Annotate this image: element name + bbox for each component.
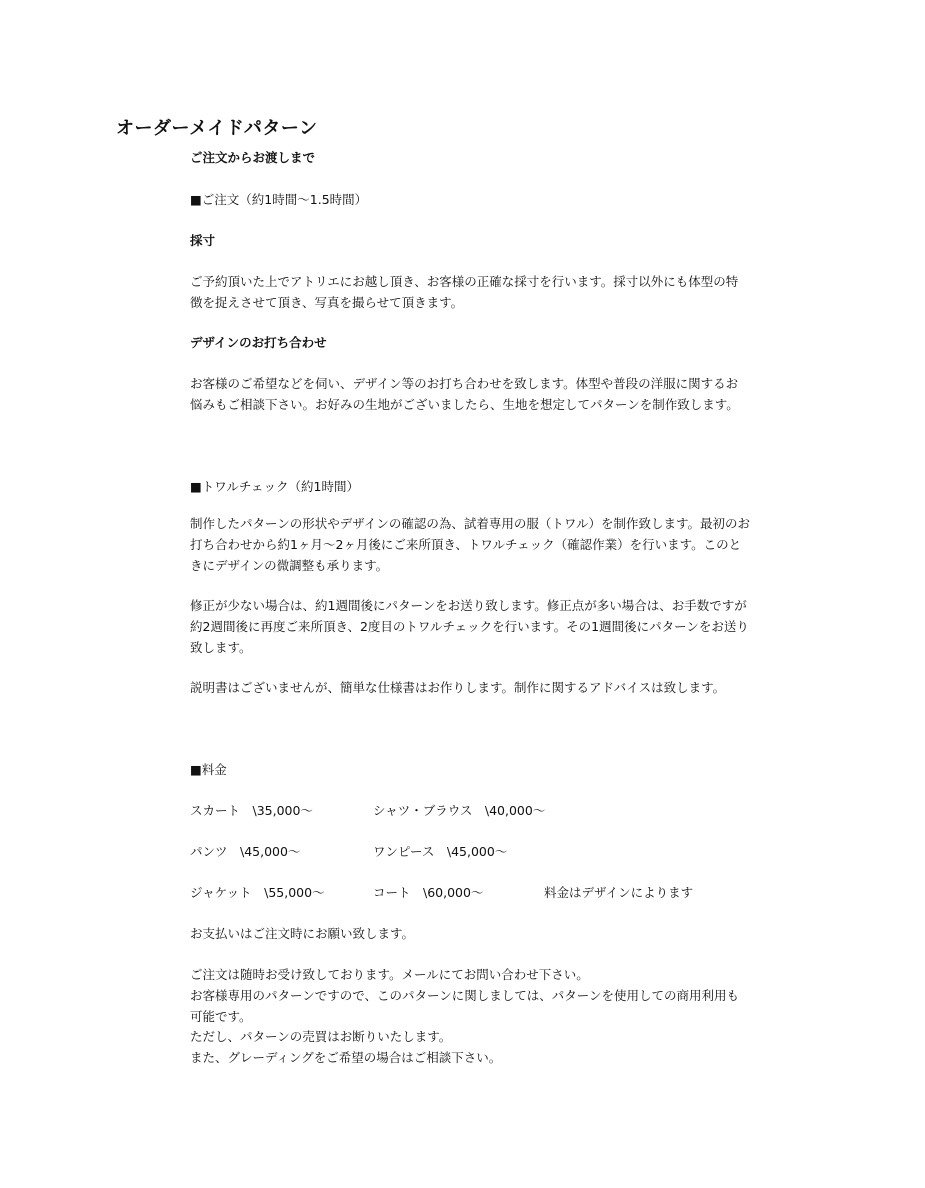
measure-text: ご予約頂いた上でアトリエにお越し頂き、お客様の正確な採寸を行います。採寸以外にも体型の特徴を捉えさせて頂き、写真を撮らせて頂きます。: [190, 274, 739, 310]
design-title: デザインのお打ち合わせ: [190, 335, 327, 350]
closing-line-1: ご注文は随時お受け致しております。メールにてお問い合わせ下さい。: [190, 967, 589, 982]
closing-line-4: また、グレーディングをご希望の場合はご相談下さい。: [190, 1050, 502, 1065]
toile-text-1: 制作したパターンの形状やデザインの確認の為、試着専用の服（トワル）を制作致します。最初のお打ち合わせから約1ヶ月〜2ヶ月後にご来所頂き、トワルチェック（確認作業）を行います。このときにデザインの微調整も承ります。: [190, 516, 751, 573]
price-item-coat: コート \60,000〜: [373, 885, 484, 900]
price-note: 料金はデザインによります: [544, 885, 694, 900]
toile-section-heading: ■トワルチェック（約1時間）: [190, 479, 360, 494]
price-item-shirt-blouse: シャツ・ブラウス \40,000〜: [373, 803, 546, 818]
price-row: [190, 801, 750, 822]
price-row: [190, 883, 750, 904]
measure-title: 採寸: [190, 233, 216, 248]
price-row: [190, 842, 750, 863]
toile-text-3: 説明書はございませんが、簡単な仕様書はお作りします。制作に関するアドバイスは致します。: [190, 680, 726, 695]
flow-heading: ご注文からお渡しまで: [190, 150, 316, 165]
page-title: オーダーメイドパターン: [116, 118, 318, 139]
price-item-one-piece: ワンピース \45,000〜: [373, 844, 508, 859]
price-item-jacket: ジャケット \55,000〜: [190, 885, 325, 900]
design-text: お客様のご希望などを伺い、デザイン等のお打ち合わせを致します。体型や普段の洋服に関するお悩みもご相談下さい。お好みの生地がございましたら、生地を想定してパターンを制作致します。: [190, 376, 739, 412]
price-item-pants: パンツ \45,000〜: [190, 844, 301, 859]
order-section-heading: ■ご注文（約1時間〜1.5時間）: [190, 192, 368, 207]
payment-note: お支払いはご注文時にお願い致します。: [190, 926, 415, 941]
price-section-heading: ■料金: [190, 762, 227, 777]
closing-line-2: お客様専用のパターンですので、このパターンに関しましては、パターンを使用しての商用利用も可能です。: [190, 988, 740, 1024]
closing-line-3: ただし、パターンの売買はお断りいたします。: [190, 1029, 452, 1044]
toile-text-2: 修正が少ない場合は、約1週間後にパターンをお送り致します。修正点が多い場合は、お手数ですが約2週間後に再度ご来所頂き、2度目のトワルチェックを行います。その1週間後にパターンをお送り致します。: [190, 598, 749, 655]
price-item-skirt: スカート \35,000〜: [190, 803, 313, 818]
